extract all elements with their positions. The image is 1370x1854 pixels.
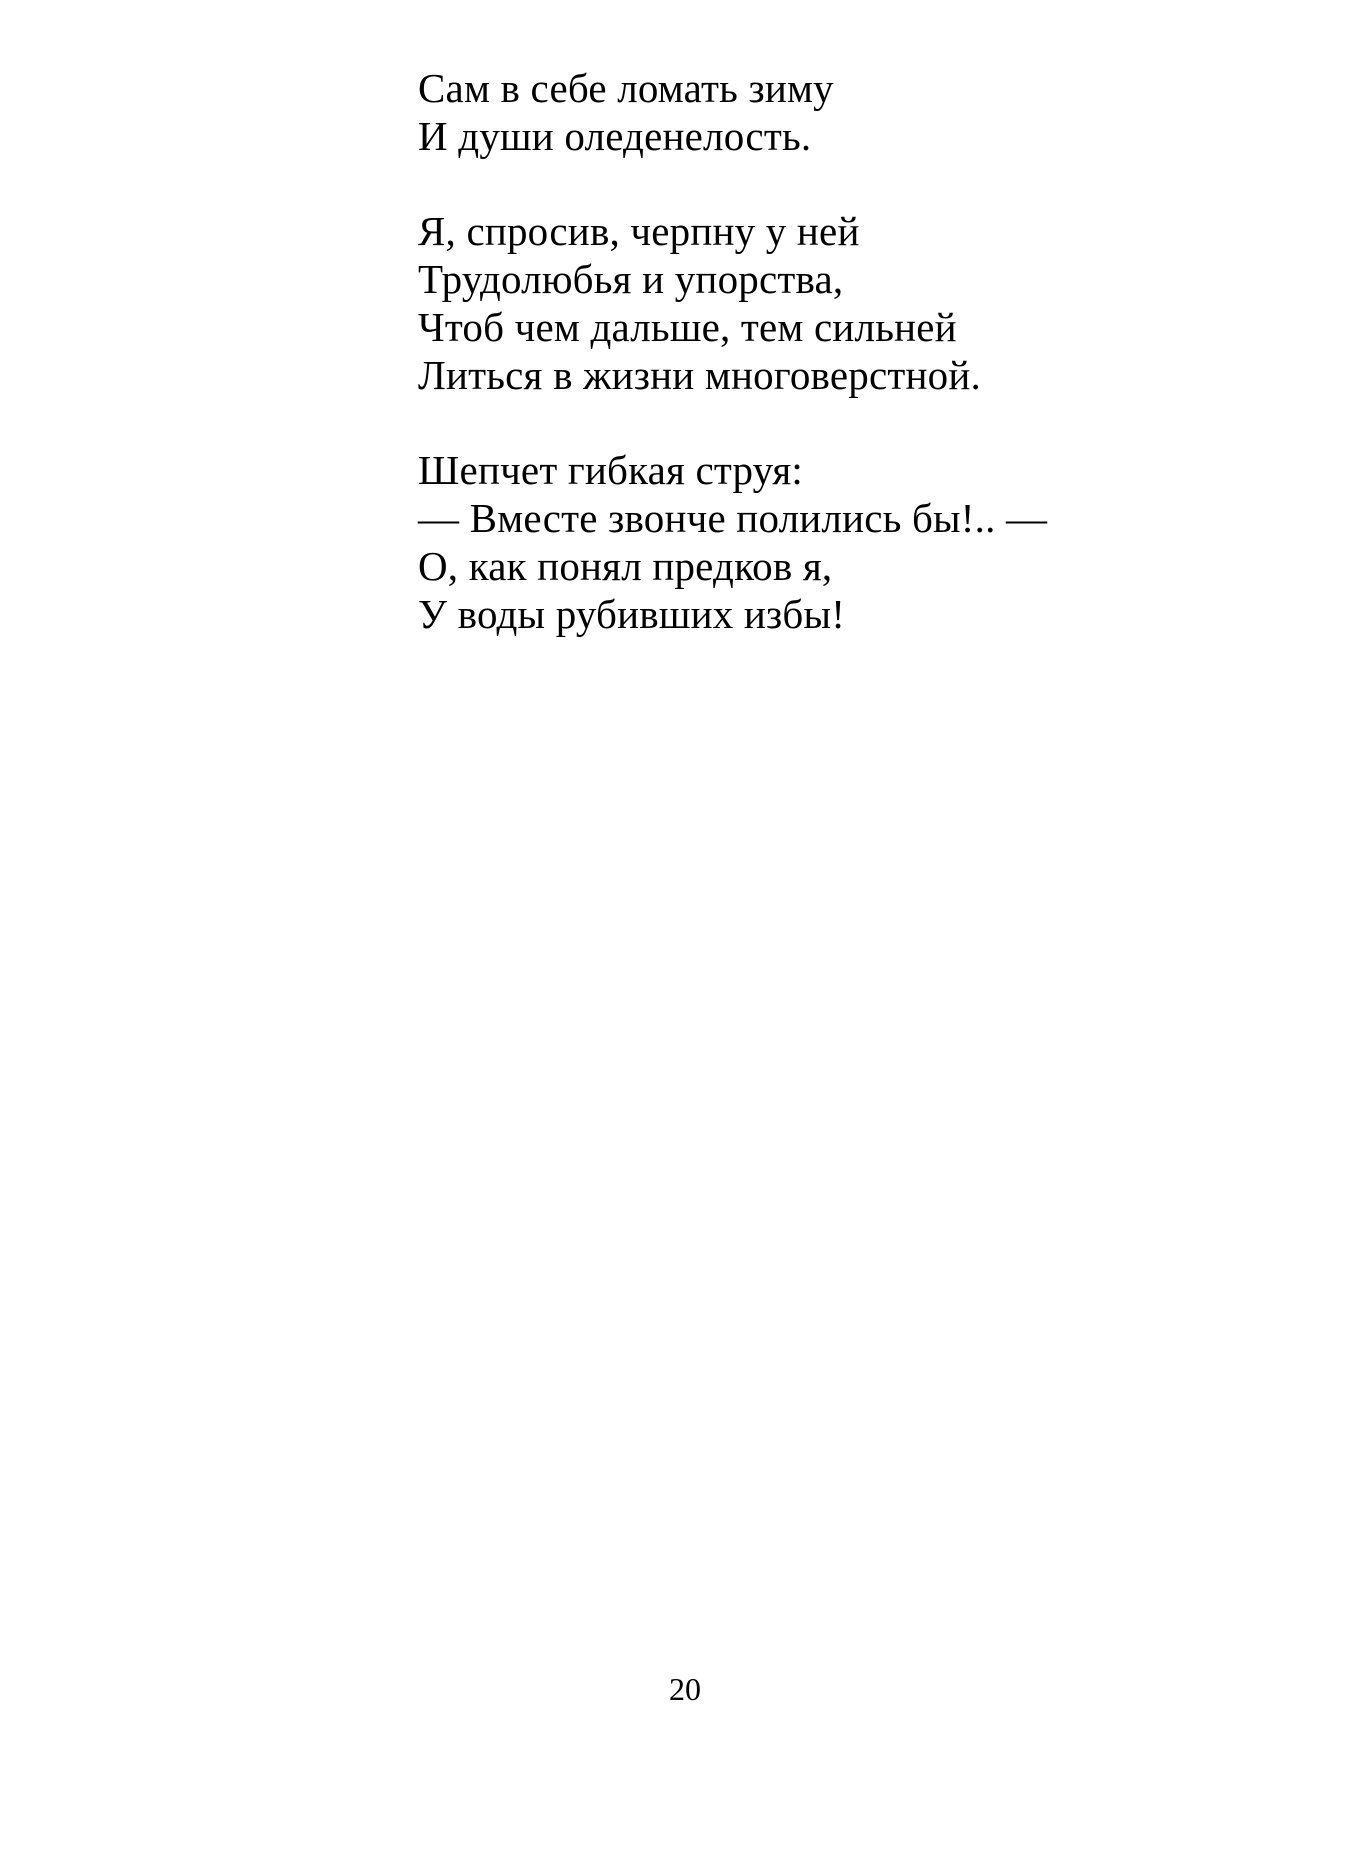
poem-line: Сам в себе ломать зиму (418, 65, 834, 111)
poem-line: — Вместе звонче полились бы!.. — (418, 495, 1048, 541)
poem-line: О, как понял предков я, (418, 543, 833, 589)
poem-line: Литься в жизни многоверстной. (418, 352, 981, 398)
stanza-1 (418, 64, 1178, 160)
stanza-3 (418, 446, 1178, 638)
page-number: 20 (669, 1671, 701, 1707)
poem-text (418, 64, 1178, 685)
poem-line: У воды рубивших избы! (418, 591, 846, 637)
poem-line: И души оледенелость. (418, 113, 812, 159)
poem-line: Я, спросив, черпну у ней (418, 208, 860, 254)
poem-line: Чтоб чем дальше, тем сильней (418, 304, 957, 350)
stanza-2 (418, 207, 1178, 399)
poem-line: Трудолюбья и упорства, (418, 256, 844, 302)
poem-line: Шепчет гибкая струя: (418, 447, 804, 493)
